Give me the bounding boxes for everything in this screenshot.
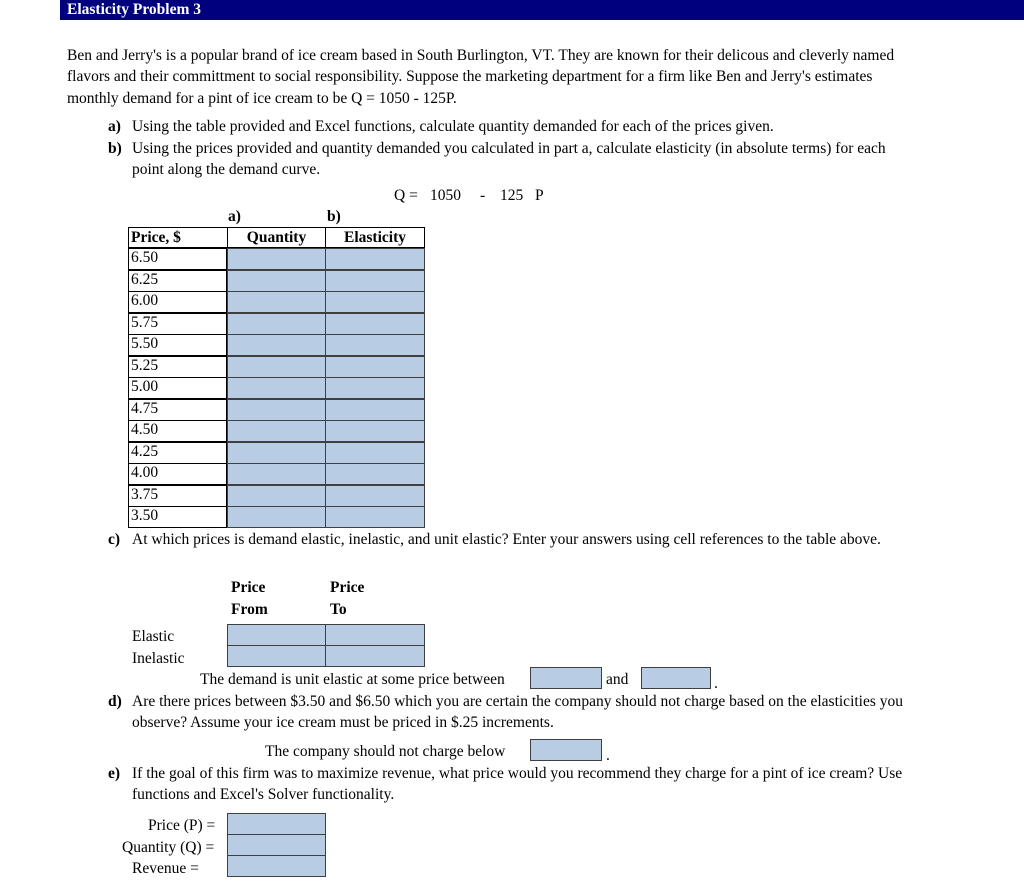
quantity-input[interactable] [227, 313, 326, 335]
part-b-text-2: point along the demand curve. [132, 161, 321, 178]
page-title: Elasticity Problem 3 [67, 1, 202, 18]
equation-p: P [535, 187, 544, 204]
unit-elastic-text: The demand is unit elastic at some price between [200, 671, 505, 688]
part-c-text: At which prices is demand elastic, inelastic, and unit elastic? Enter your answers using cell references to the table above. [132, 531, 881, 548]
inelastic-from-input[interactable] [227, 645, 326, 667]
unit-elastic-high-input[interactable] [641, 667, 711, 689]
price-cell: 5.50 [128, 334, 227, 356]
price-p-input[interactable] [227, 813, 326, 835]
quantity-input[interactable] [227, 334, 326, 356]
elastic-to-input[interactable] [325, 624, 425, 646]
elastic-from-input[interactable] [227, 624, 326, 646]
and-text: and [606, 671, 629, 688]
quantity-input[interactable] [227, 463, 326, 485]
not-charge-text: The company should not charge below [265, 743, 506, 760]
price-header-cell [128, 227, 227, 248]
part-e-letter: e) [108, 765, 121, 782]
elasticity-input[interactable] [325, 248, 425, 270]
part-a-letter: a) [108, 118, 121, 135]
price-cell: 4.50 [128, 420, 227, 442]
price-cell: 6.50 [128, 248, 227, 270]
equation-minus: - [480, 187, 486, 204]
elasticity-input[interactable] [325, 291, 425, 313]
revenue-input[interactable] [227, 855, 326, 877]
elasticity-input[interactable] [325, 356, 425, 378]
elasticity-input[interactable] [325, 334, 425, 356]
price-cell: 6.00 [128, 291, 227, 313]
elasticity-input[interactable] [325, 506, 425, 528]
price-p-label: Price (P) = [148, 817, 216, 834]
quantity-input[interactable] [227, 420, 326, 442]
part-a-text: Using the table provided and Excel functions, calculate quantity demanded for each of the prices given. [132, 118, 774, 135]
elasticity-input[interactable] [325, 463, 425, 485]
part-d-letter: d) [108, 693, 122, 710]
part-b-letter: b) [108, 140, 122, 157]
part-e-text-2: functions and Excel's Solver functionality. [132, 786, 395, 803]
revenue-label: Revenue = [132, 860, 199, 877]
inelastic-label: Inelastic [132, 650, 185, 667]
price-cell: 3.75 [128, 485, 227, 507]
elasticity-header-cell [325, 227, 425, 248]
quantity-input[interactable] [227, 399, 326, 421]
price-cell: 6.25 [128, 270, 227, 292]
part-b-text-1: Using the prices provided and quantity demanded you calculated in part a, calculate elasticity (in absolute terms) for each [132, 140, 886, 157]
elasticity-header: Elasticity [344, 229, 406, 246]
quantity-input[interactable] [227, 248, 326, 270]
quantity-input[interactable] [227, 485, 326, 507]
quantity-input[interactable] [227, 291, 326, 313]
part-c-letter: c) [108, 531, 121, 548]
price-to-label-1: Price [330, 579, 365, 596]
title-bar [60, 0, 1024, 20]
equation-intercept: 1050 [430, 187, 461, 204]
part-d-text-1: Are there prices between $3.50 and $6.50 which you are certain the company should not charge based on the elasticities you [132, 693, 904, 710]
quantity-header: Quantity [246, 229, 307, 246]
inelastic-to-input[interactable] [325, 645, 425, 667]
intro-line-3: monthly demand for a pint of ice cream to be Q = 1050 - 125P. [67, 90, 457, 107]
elasticity-input[interactable] [325, 420, 425, 442]
quantity-input[interactable] [227, 442, 326, 464]
quantity-input[interactable] [227, 506, 326, 528]
price-header: Price, $ [131, 229, 181, 246]
price-cell: 3.50 [128, 506, 227, 528]
intro-line-1: Ben and Jerry's is a popular brand of ice cream based in South Burlington, VT. They are known for their delicous and cleverly named [67, 47, 895, 64]
part-d-text-2: observe? Assume your ice cream must be priced in $.25 increments. [132, 714, 554, 731]
unit-elastic-low-input[interactable] [530, 667, 602, 689]
price-cell: 4.00 [128, 463, 227, 485]
elasticity-input[interactable] [325, 442, 425, 464]
elasticity-input[interactable] [325, 270, 425, 292]
price-from-label-1: Price [231, 579, 266, 596]
price-cell: 5.00 [128, 377, 227, 399]
quantity-header-cell [227, 227, 326, 248]
price-cell: 4.25 [128, 442, 227, 464]
quantity-input[interactable] [227, 356, 326, 378]
intro-line-2: flavors and their committment to social responsibility. Suppose the marketing department for a firm like Ben and Jerry's estimates [67, 68, 873, 85]
equation-q: Q = [394, 187, 418, 204]
elasticity-input[interactable] [325, 313, 425, 335]
from-label: From [231, 601, 268, 618]
price-cell: 5.75 [128, 313, 227, 335]
quantity-q-input[interactable] [227, 834, 326, 856]
equation-slope: 125 [500, 187, 524, 204]
elasticity-input[interactable] [325, 377, 425, 399]
not-charge-below-input[interactable] [530, 739, 602, 761]
elasticity-input[interactable] [325, 485, 425, 507]
to-label: To [330, 601, 347, 618]
part-e-text-1: If the goal of this firm was to maximize revenue, what price would you recommend they charge for a pint of ice cream? Use [132, 765, 903, 782]
not-charge-period: . [606, 747, 610, 764]
unit-period: . [714, 675, 718, 692]
quantity-q-label: Quantity (Q) = [122, 839, 215, 856]
elastic-label: Elastic [132, 628, 175, 645]
elasticity-input[interactable] [325, 399, 425, 421]
col-b-letter: b) [327, 208, 341, 225]
col-a-letter: a) [228, 208, 241, 225]
price-cell: 4.75 [128, 399, 227, 421]
quantity-input[interactable] [227, 377, 326, 399]
quantity-input[interactable] [227, 270, 326, 292]
price-cell: 5.25 [128, 356, 227, 378]
